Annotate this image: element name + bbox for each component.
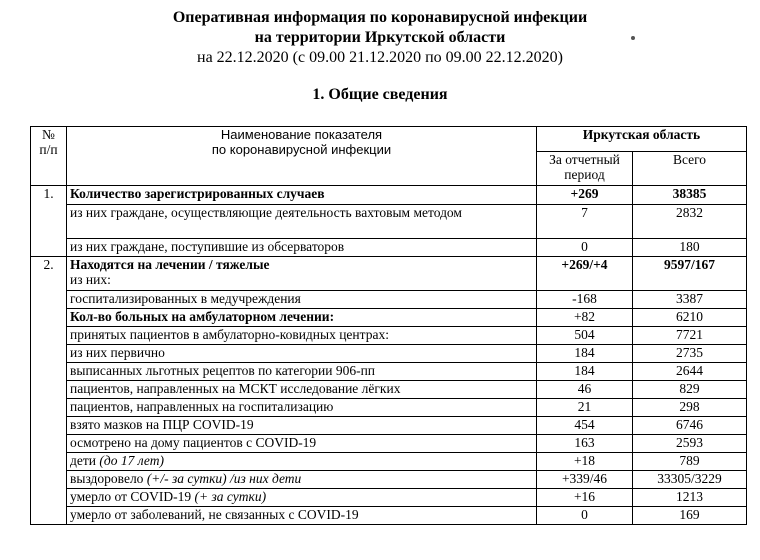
header-num: № п/п: [31, 127, 67, 186]
row-total-value: 7721: [633, 327, 747, 345]
table-header-row-1: [31, 127, 747, 152]
row-total-value: 2832: [633, 205, 747, 239]
row-period-value: 46: [537, 381, 633, 399]
row-period-value: 454: [537, 417, 633, 435]
header-title-line-1: Оперативная информация по коронавирусной инфекции: [172, 9, 588, 26]
row-label-italic: (+/- за сутки) /из них дети: [146, 471, 302, 486]
group-number: 1.: [31, 186, 67, 257]
row-total-value: 789: [633, 453, 747, 471]
table-row: [31, 345, 747, 363]
row-period-value: +269: [537, 186, 633, 205]
table-row: [31, 186, 747, 205]
row-label-main: Находятся на лечении / тяжелые: [70, 257, 270, 272]
row-label: [67, 489, 537, 507]
row-period-value: +269/+4: [537, 257, 633, 291]
row-total-value: 2644: [633, 363, 747, 381]
table-row: [31, 239, 747, 257]
row-total-value: 6746: [633, 417, 747, 435]
row-period-value: 184: [537, 363, 633, 381]
row-total-value: 6210: [633, 309, 747, 327]
row-period-value: +82: [537, 309, 633, 327]
header-date-range: на 22.12.2020 (с 09.00 21.12.2020 по 09.00 22.12.2020): [197, 49, 563, 66]
row-label: из них граждане, поступившие из обсерваторов: [67, 239, 537, 257]
section-title: 1. Общие сведения: [312, 86, 448, 103]
row-label: пациентов, направленных на госпитализацию: [67, 399, 537, 417]
row-label-italic: (+ за сутки): [194, 489, 267, 504]
info-table: [30, 126, 747, 525]
row-period-value: 504: [537, 327, 633, 345]
table-row: [31, 205, 747, 239]
row-label: [67, 257, 537, 291]
row-total-value: 2735: [633, 345, 747, 363]
header-region: Иркутская область: [537, 127, 747, 152]
table-row: [31, 471, 747, 489]
row-period-value: +18: [537, 453, 633, 471]
row-label: из них первично: [67, 345, 537, 363]
table-row: [31, 327, 747, 345]
header-indicator-name: Наименование показателя по коронавирусной инфекции: [67, 127, 537, 186]
row-label: пациентов, направленных на МСКТ исследование лёгких: [67, 381, 537, 399]
row-label-main: умерло от COVID-19: [70, 489, 192, 504]
table-row: [31, 435, 747, 453]
row-label: принятых пациентов в амбулаторно-ковидных центрах:: [67, 327, 537, 345]
row-period-value: 163: [537, 435, 633, 453]
table-row: [31, 363, 747, 381]
row-period-value: 0: [537, 507, 633, 525]
row-total-value: 169: [633, 507, 747, 525]
row-label: из них граждане, осуществляющие деятельность вахтовым методом: [67, 205, 537, 239]
row-label: взято мазков на ПЦР COVID-19: [67, 417, 537, 435]
row-period-value: 7: [537, 205, 633, 239]
table-row: [31, 399, 747, 417]
row-label-italic: (до 17 лет): [99, 453, 164, 468]
table-row: [31, 309, 747, 327]
table-row: [31, 381, 747, 399]
table-row: [31, 291, 747, 309]
group-number: 2.: [31, 257, 67, 525]
row-period-value: 184: [537, 345, 633, 363]
row-total-value: 1213: [633, 489, 747, 507]
row-label: осмотрено на дому пациентов с COVID-19: [67, 435, 537, 453]
row-label: выписанных льготных рецептов по категории 906-пп: [67, 363, 537, 381]
row-label: умерло от заболеваний, не связанных с COVID-19: [67, 507, 537, 525]
row-label-main: дети: [70, 453, 96, 468]
document-header: [0, 8, 760, 68]
row-label: Кол-во больных на амбулаторном лечении:: [67, 309, 537, 327]
row-label: Количество зарегистрированных случаев: [67, 186, 537, 205]
row-total-value: 38385: [633, 186, 747, 205]
row-period-value: +339/46: [537, 471, 633, 489]
table-row: [31, 453, 747, 471]
row-total-value: 33305/3229: [633, 471, 747, 489]
row-total-value: 2593: [633, 435, 747, 453]
header-period: За отчетный период: [537, 152, 633, 186]
table-row: [31, 417, 747, 435]
row-period-value: 21: [537, 399, 633, 417]
header-total: Всего: [633, 152, 747, 186]
row-total-value: 3387: [633, 291, 747, 309]
row-label-sub: из них:: [70, 272, 111, 287]
row-label: [67, 453, 537, 471]
row-total-value: 180: [633, 239, 747, 257]
row-total-value: 298: [633, 399, 747, 417]
row-total-value: 829: [633, 381, 747, 399]
row-label: госпитализированных в медучреждения: [67, 291, 537, 309]
table-row: [31, 257, 747, 291]
header-title-line-2: на территории Иркутской области: [254, 29, 506, 46]
table-row: [31, 507, 747, 525]
row-label: [67, 471, 537, 489]
row-period-value: -168: [537, 291, 633, 309]
table-row: [31, 489, 747, 507]
row-total-value: 9597/167: [633, 257, 747, 291]
row-period-value: +16: [537, 489, 633, 507]
row-label-main: выздоровело: [70, 471, 144, 486]
scan-artifact-dot: [631, 36, 635, 40]
row-period-value: 0: [537, 239, 633, 257]
